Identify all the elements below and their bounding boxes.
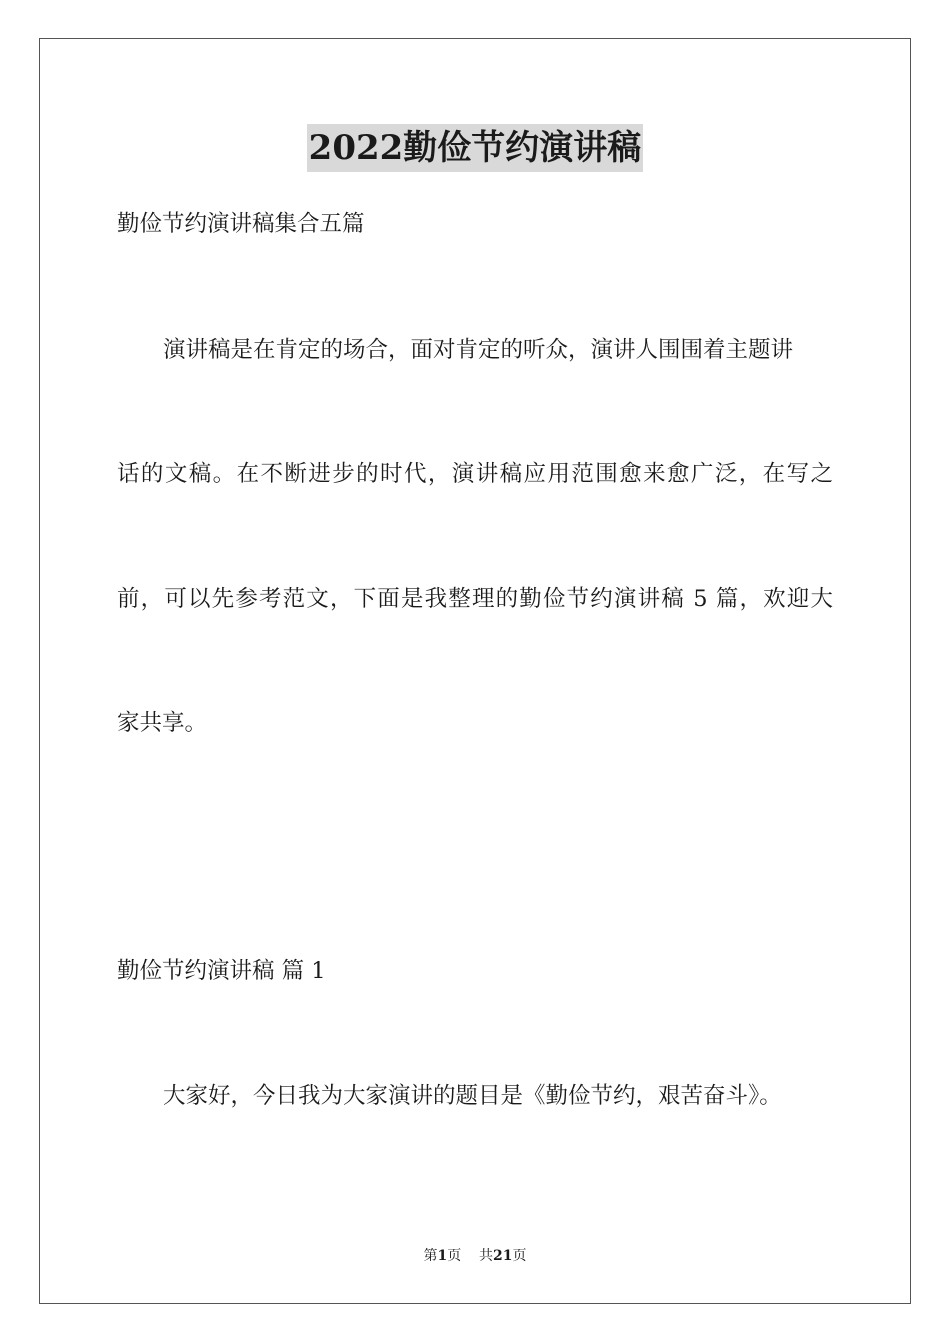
footer-page-suffix: 页 [447,1248,462,1264]
footer-total-suffix: 页 [512,1248,527,1264]
page-footer [0,1246,950,1266]
title-container [0,124,950,172]
intro-line-1: 演讲稿是在肯定的场合，面对肯定的听众，演讲人围围着主题讲 [163,337,794,363]
intro-line-4: 家共享。 [117,710,208,736]
intro-line-3: 前，可以先参考范文，下面是我整理的勤俭节约演讲稿 5 篇，欢迎大 [117,586,833,612]
footer-total-pages: 21 [493,1248,513,1264]
section-heading: 勤俭节约演讲稿 篇 1 [117,958,326,984]
document-title: 2022勤俭节约演讲稿 [307,124,644,172]
footer-total-prefix: 共 [479,1248,494,1264]
intro-line-2: 话的文稿。在不断进步的时代，演讲稿应用范围愈来愈广泛，在写之 [117,461,833,487]
footer-page-number: 1 [437,1248,448,1264]
section-first-line: 大家好，今日我为大家演讲的题目是《勤俭节约，艰苦奋斗》。 [163,1083,782,1109]
document-subtitle: 勤俭节约演讲稿集合五篇 [117,211,365,237]
footer-page-prefix: 第 [423,1248,438,1264]
